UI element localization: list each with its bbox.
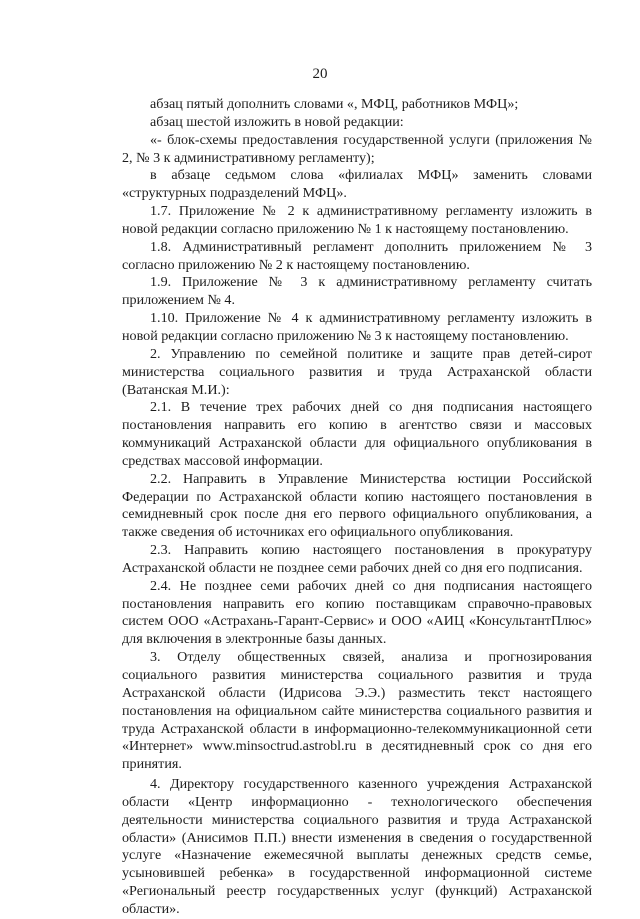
paragraph: 2. Управлению по семейной политике и защите прав детей-сирот министерства социального развития и труда Астраханской области (Ватанская М.И.): (122, 345, 592, 398)
paragraph: 2.1. В течение трех рабочих дней со дня подписания настоящего постановления направить его копию в агентство связи и массовых коммуникаций Астраханской области для официального опубликования в средствах массовой информации. (122, 399, 592, 469)
paragraph: абзац шестой изложить в новой редакции: (150, 113, 404, 130)
paragraph: 1.8. Административный регламент дополнить приложением № 3 согласно приложению № 2 к настоящему постановлению. (122, 238, 592, 273)
paragraph: 4. Директору государственного казенного учреждения Астраханской области «Центр информационно - технологического обеспечения деятельности министерства социального развития и труда Астраханской области» (Анисимов П.П.) внести изменения в сведения о государственной услуге «Назначение ежемесячной выплаты денежных средств семье, усыновившей ребенка» в государственной информационной системе «Региональный реестр государственных услуг (функций) Астраханской области». (122, 776, 592, 917)
paragraph: 1.10. Приложение № 4 к административному регламенту изложить в новой редакции согласно приложению № 3 к настоящему постановлению. (122, 310, 592, 344)
paragraph: 2.4. Не позднее семи рабочих дней со дня подписания настоящего постановления направить его копию поставщикам справочно-правовых систем ООО «Астрахань-Гарант-Сервис» и ООО «АИЦ «КонсультантПлюс» для включения в электронные базы данных. (122, 577, 592, 648)
paragraph: в абзаце седьмом слова «филиалах МФЦ» заменить словами «структурных подразделений МФЦ». (122, 167, 592, 202)
paragraph: 1.9. Приложение № 3 к административному регламенту считать приложением № 4. (122, 274, 592, 309)
page-number: 20 (312, 66, 328, 82)
paragraph: 3. Отделу общественных связей, анализа и прогнозирования социального развития министерства социального развития и труда Астраханской области (Идрисова Э.Э.) разместить текст настоящего постановления на официальном сайте министерства социального развития и труда Астраханской области в информационно-телекоммуникационной сети «Интернет» www.minsoctrud.astrobl.ru в десятидневный срок со дня его принятия. (122, 649, 592, 773)
paragraph: 2.2. Направить в Управление Министерства юстиции Российской Федерации по Астраханской области копию настоящего постановления в семидневный срок после дня его первого официального опубликования, а также сведения об источниках его официального опубликования. (122, 470, 592, 541)
document-body (122, 96, 592, 919)
paragraph: «- блок-схемы предоставления государственной услуги (приложения № 2, № 3 к административному регламенту); (122, 131, 592, 166)
paragraph: 1.7. Приложение № 2 к административному регламенту изложить в новой редакции согласно приложению № 1 к настоящему постановлению. (122, 203, 592, 237)
paragraph: 2.3. Направить копию настоящего постановления в прокуратуру Астраханской области не позднее семи рабочих дней со дня его подписания. (122, 542, 592, 576)
paragraph: абзац пятый дополнить словами «, МФЦ, работников МФЦ»; (150, 96, 519, 112)
